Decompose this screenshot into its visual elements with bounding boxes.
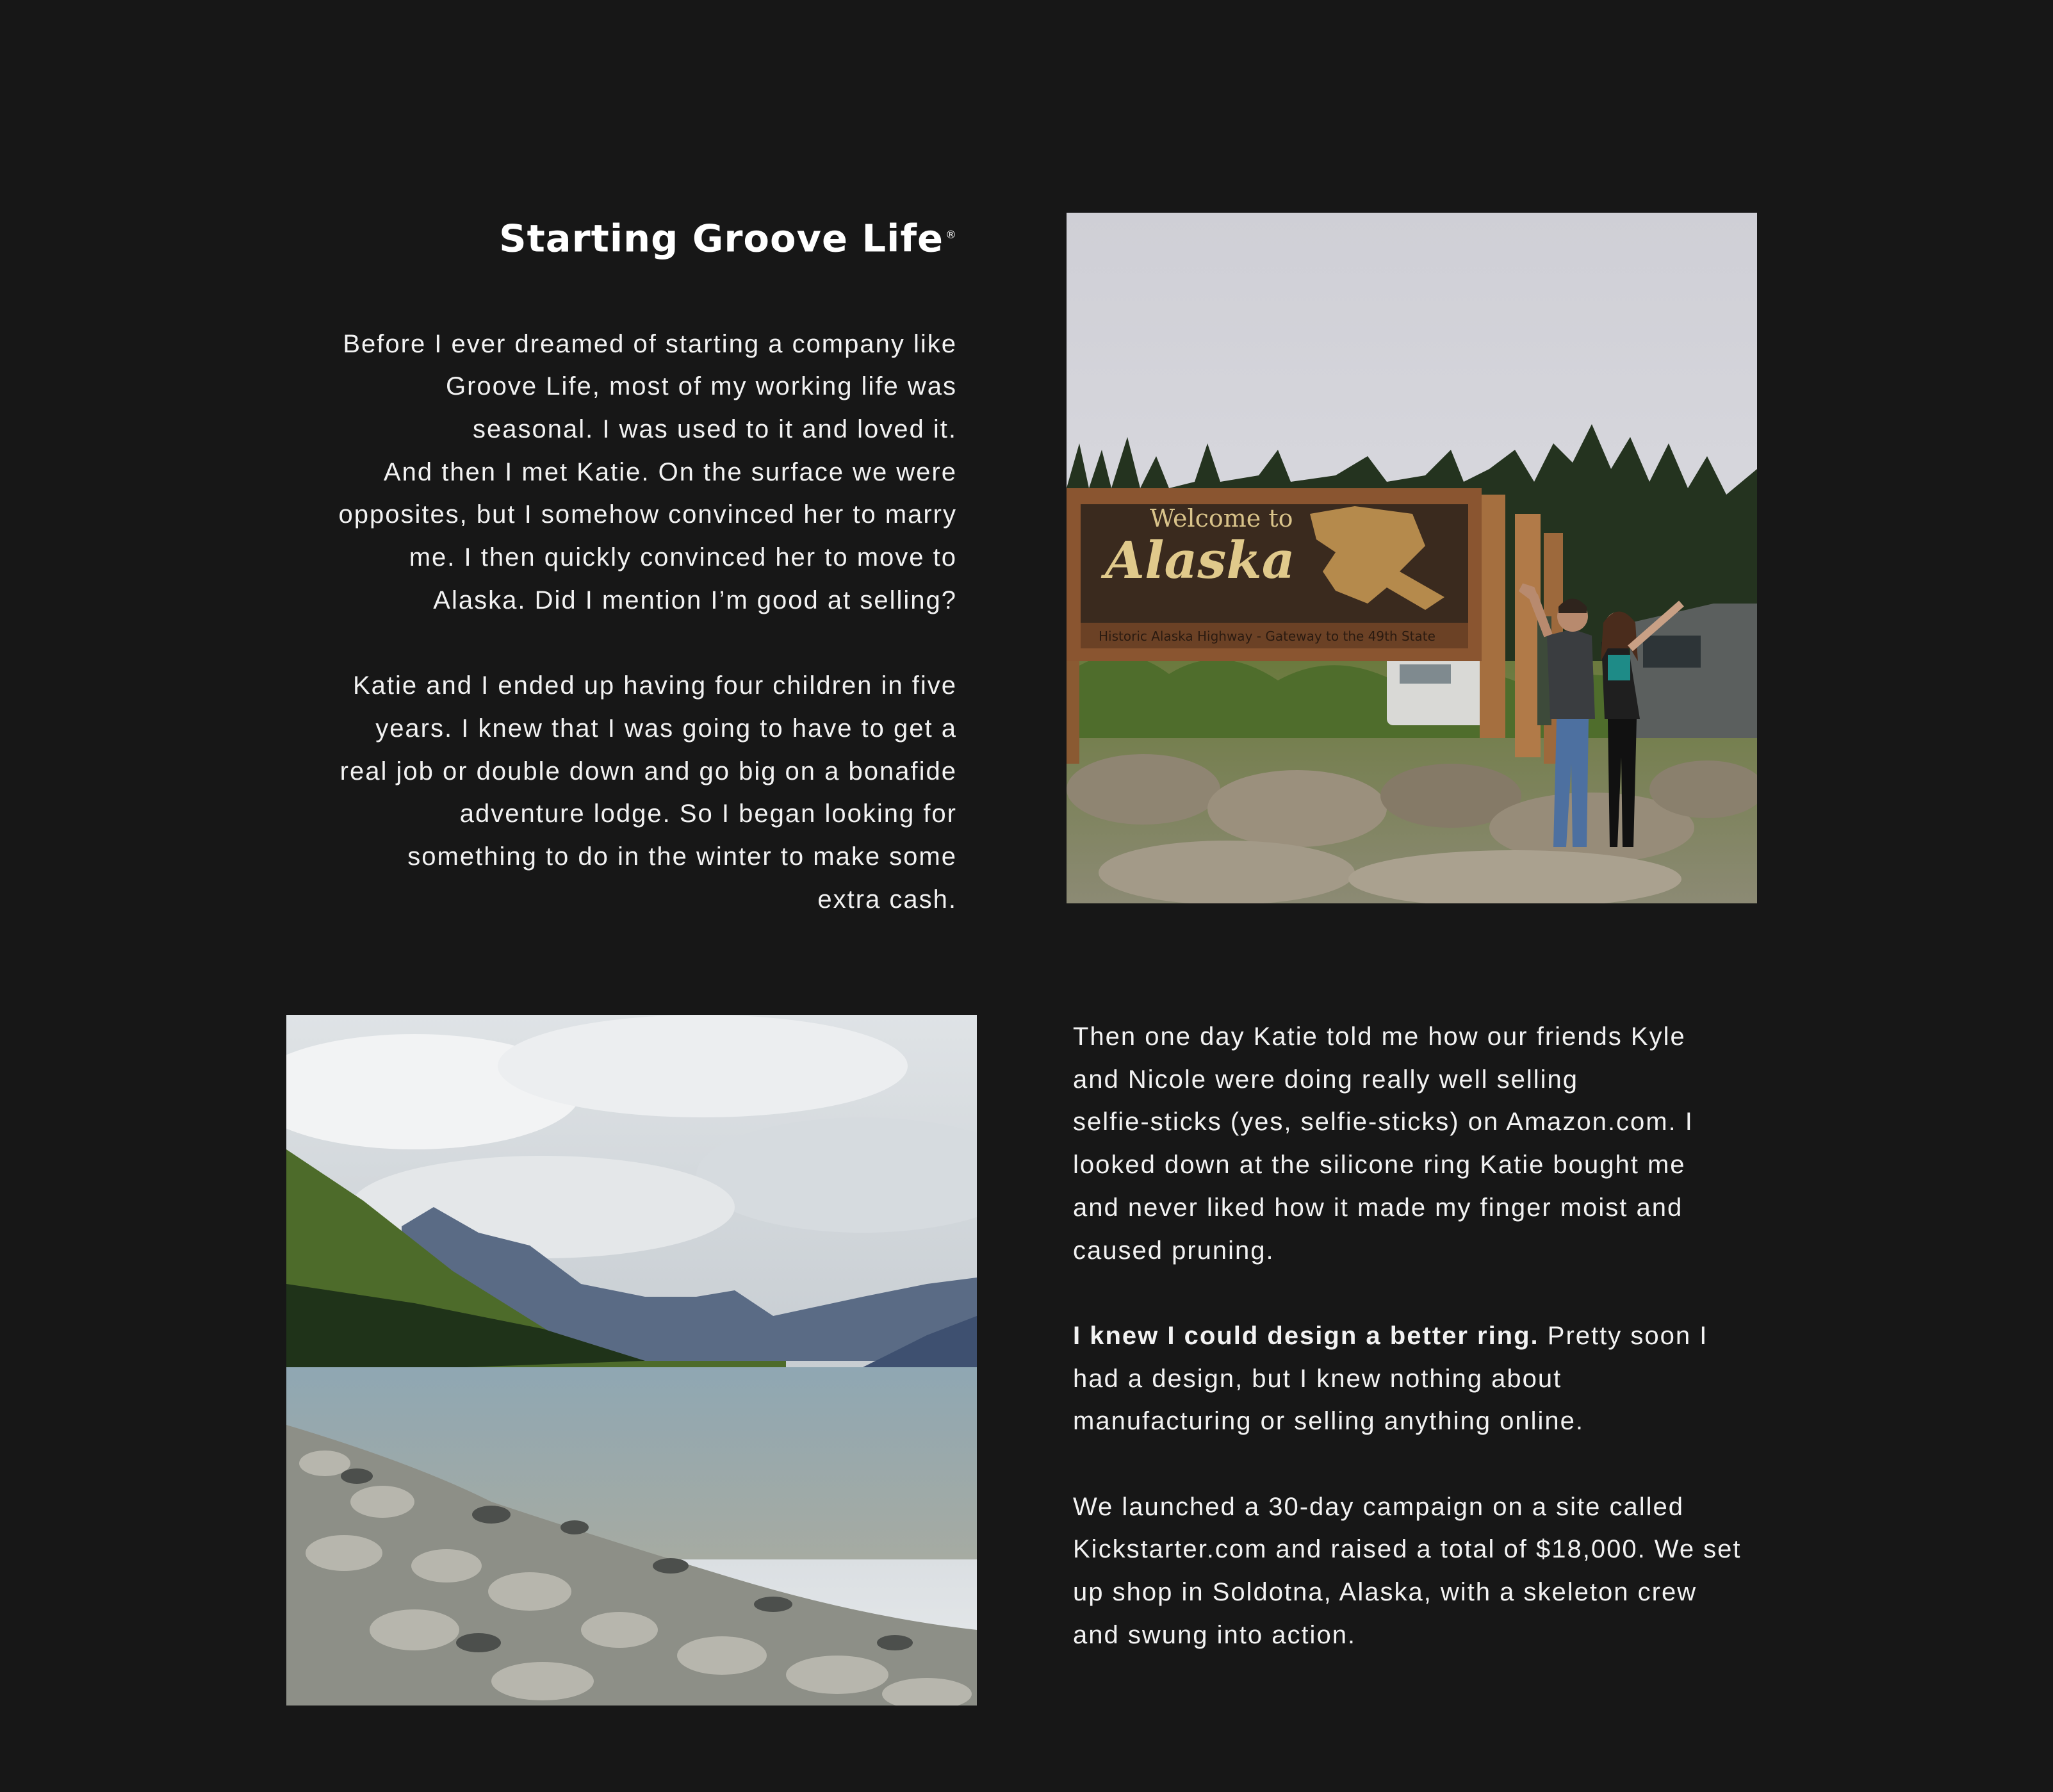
text-line: years. I knew that I was going to have to get a <box>375 714 957 743</box>
text-line: and swung into action. <box>1073 1620 1357 1649</box>
lake-photo <box>286 1015 977 1706</box>
text-line: seasonal. I was used to it and loved it. <box>473 415 957 444</box>
sign-welcome-text: Welcome to <box>1150 504 1293 532</box>
text-line: We launched a 30-day campaign on a site called <box>1073 1492 1685 1521</box>
text-line: adventure lodge. So I began looking for <box>459 800 957 828</box>
sign-alaska-text: Alaska <box>1105 530 1295 590</box>
text-line: Groove Life, most of my working life was <box>445 372 957 401</box>
story-paragraph-1 <box>1073 1015 1784 1272</box>
text-line: Then one day Katie told me how our friends Kyle <box>1073 1023 1686 1051</box>
text-line: Katie and I ended up having four children in five <box>352 671 957 700</box>
story-section <box>1073 1015 1784 1657</box>
intro-paragraph-2 <box>282 664 957 921</box>
story-paragraph-2 <box>1073 1315 1784 1443</box>
text-line: opposites, but I somehow convinced her to marry <box>338 500 957 529</box>
text-line: caused pruning. <box>1073 1236 1275 1265</box>
alaska-sign-photo <box>1067 213 1757 903</box>
text-line <box>1073 1315 1784 1358</box>
section-title-text: Starting Groove Life <box>499 216 944 261</box>
text-span: Pretty soon I <box>1539 1321 1708 1350</box>
section-title <box>282 213 957 261</box>
text-line: manufacturing or selling anything online. <box>1073 1407 1584 1436</box>
text-line: up shop in Soldotna, Alaska, with a skeleton crew <box>1073 1578 1697 1607</box>
text-line: Before I ever dreamed of starting a company like <box>343 329 957 358</box>
text-line: had a design, but I knew nothing about <box>1073 1364 1562 1393</box>
text-line: looked down at the silicone ring Katie bought me <box>1073 1151 1686 1180</box>
text-line: selfie-sticks (yes, selfie-sticks) on Amazon.com. I <box>1073 1108 1694 1137</box>
text-line: and never liked how it made my finger moist and <box>1073 1193 1683 1222</box>
text-line: Kickstarter.com and raised a total of $18,000. We set <box>1073 1535 1742 1564</box>
registered-mark: ® <box>945 229 957 242</box>
text-line: and Nicole were doing really well selling <box>1073 1065 1579 1094</box>
intro-section <box>282 213 957 921</box>
bold-lead-text: I knew I could design a better ring. <box>1073 1321 1539 1350</box>
sign-subtitle-text: Historic Alaska Highway - Gateway to the 49th State <box>1099 629 1435 644</box>
story-paragraph-3 <box>1073 1486 1784 1657</box>
text-line: real job or double down and go big on a bonafide <box>339 757 957 785</box>
text-line: And then I met Katie. On the surface we were <box>383 457 957 486</box>
text-line: me. I then quickly convinced her to move to <box>409 543 957 572</box>
alaska-sign-illustration <box>1067 213 1757 903</box>
lake-illustration <box>286 1015 977 1706</box>
text-line: something to do in the winter to make some <box>407 843 957 871</box>
text-line: extra cash. <box>817 885 957 914</box>
text-line: Alaska. Did I mention I’m good at selling? <box>433 586 957 614</box>
intro-paragraph-1 <box>282 323 957 622</box>
